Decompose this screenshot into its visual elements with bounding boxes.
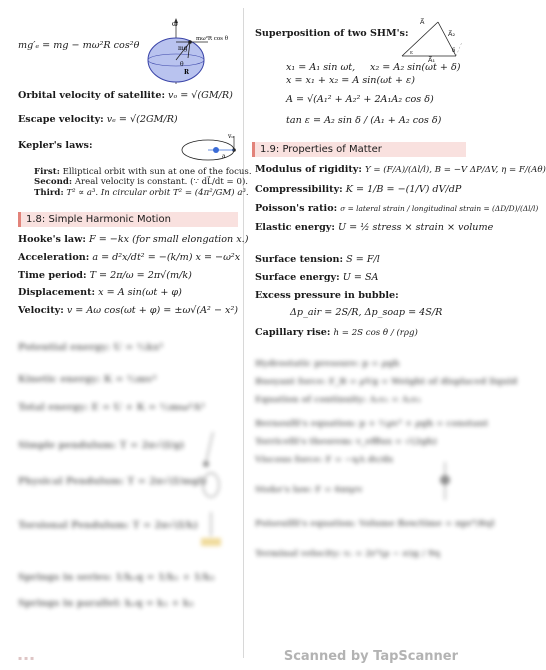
mg-label: mg [178,45,188,52]
kepler-third-text: T² ∝ a³. In circular orbit T² = (4π²/GM) a³. [66,188,249,198]
capillary-label: Capillary rise: [255,327,331,338]
earth-rotation-diagram [140,14,240,84]
footer-note: ▪ ▪ ▪ [18,655,35,662]
rigidity-row [255,164,546,176]
blurred-physical-pendulum: Physical Pendulum: T = 2π√(I/mgl) [18,476,207,487]
blurred-torricelli: Torricelli's theorem: v_efflux = √(2gh) [255,437,438,447]
orbit-ellipse-diagram [180,130,240,164]
phasor-A2-label: A⃗₂ [448,30,456,38]
displacement-row [18,287,182,299]
radius-label: R [184,69,189,76]
blurred-hydrostatic: Hydrostatic pressure: p = ρgh [255,359,400,369]
theta-label: θ [180,61,184,68]
blurred-physical-pendulum-icon [196,470,226,500]
blurred-total-energy: Total energy: E = U + K = ½mω²A² [18,402,205,413]
eq-tan-epsilon: tan ε = A₂ sin δ / (A₁ + A₂ cos δ) [286,115,442,126]
blurred-torsional-pendulum: Torsional Pendulum: T = 2π√(I/k) [18,520,199,531]
blurred-sphere-icon [430,460,460,504]
poisson-row [255,203,538,215]
phasor-A-label: A⃗ [420,18,425,26]
kepler-second-label: Second: [34,177,73,187]
kepler-title: Kepler's laws: [18,140,93,151]
kepler-first-label: First: [34,167,60,177]
elastic-energy-formula: U = ½ stress × strain × volume [337,222,494,233]
blurred-stokes: Stoke's law: F = 6πηrv [255,485,363,495]
time-period-row [18,270,192,282]
surface-tension-row [255,254,380,266]
poisson-formula: σ = lateral strain / longitudinal strain = (ΔD/D)/(Δl/l) [340,204,539,213]
escape-velocity-row [18,114,178,126]
elastic-energy-label: Elastic energy: [255,222,335,233]
blurred-simple-pendulum: Simple pendulum: T = 2π√(l/g) [18,440,185,451]
acceleration-row [18,252,240,264]
scanner-watermark: Scanned by TapScanner [283,649,458,664]
surface-energy-label: Surface energy: [255,272,340,283]
excess-pressure-formula: Δp_air = 2S/R, Δp_soap = 4S/R [290,307,443,318]
blurred-viscous: Viscous force: F = −ηA dv/dx [255,455,394,465]
velocity-label: Velocity: [18,305,64,316]
escape-velocity-formula: vₑ = √(2GM/R) [106,114,178,125]
surface-tension-formula: S = F/l [346,254,380,265]
orbital-velocity-formula: vₒ = √(GM/R) [168,90,233,101]
excess-pressure-label: Excess pressure in bubble: [255,290,399,301]
eq-amplitude: A = √(A₁² + A₂² + 2A₁A₂ cos δ) [286,94,434,105]
phasor-delta-label: δ [452,48,456,54]
kepler-third-label: Third: [34,188,64,198]
column-divider [243,8,244,658]
time-period-label: Time period: [18,270,87,281]
section-heading-shm: 1.8: Simple Harmonic Motion [18,212,238,227]
kepler-third-row [34,187,249,199]
velocity-formula: v = Aω cos(ωt + φ) = ±ω√(A² − x²) [66,305,239,316]
hooke-label: Hooke's law: [18,234,86,245]
phasor-eps-label: ε [410,50,413,56]
effective-gravity-formula: mg′ₑ = mg − mω²R cos²θ [18,40,140,51]
orbit-v0-label: vₒ [228,133,234,140]
hooke-row [18,234,248,246]
elastic-energy-row [255,222,493,234]
centripetal-label: mω²R cos θ [196,36,229,42]
superposition-title: Superposition of two SHM's: [255,28,409,39]
escape-velocity-label: Escape velocity: [18,114,104,125]
rigidity-formula: Y = (F/A)/(Δl/l), B = −V ΔP/ΔV, η = F/(Aθ) [364,165,546,175]
phasor-A1-label: A⃗₁ [428,56,436,64]
poisson-label: Poisson's ratio: [255,203,338,214]
blurred-potential-energy: Potential energy: U = ½kx² [18,342,164,353]
velocity-row [18,305,238,317]
blurred-pendulum-icon [196,430,230,470]
kepler-first-text: Elliptical orbit with sun at one of the focus. [62,167,252,177]
orbital-velocity-row [18,90,233,102]
blurred-bernoulli: Bernoulli's equation: p + ½ρv² + ρgh = constant [255,419,489,429]
displacement-formula: x = A sin(ωt + φ) [98,287,182,298]
orbital-velocity-label: Orbital velocity of satellite: [18,90,165,101]
omega-label: ω [172,20,178,28]
blurred-springs-series: Springs in series: 1/kₑq = 1/k₁ + 1/k₂ [18,572,215,583]
surface-energy-formula: U = SA [342,272,379,283]
blurred-torsion-icon [196,510,226,550]
blurred-buoyant: Buoyant force: F_B = ρVg = Weight of displaced liquid [255,377,518,387]
acceleration-label: Acceleration: [18,252,90,263]
eq-x-sum: x = x₁ + x₂ = A sin(ωt + ε) [286,75,415,86]
kepler-second-text: Areal velocity is constant. (∵ dL⃗/dt = 0). [74,177,249,187]
hooke-formula: F = −kx (for small elongation x.) [89,234,249,245]
eq-x2: x₂ = A₂ sin(ωt + δ) [370,62,461,73]
surface-tension-label: Surface tension: [255,254,344,265]
acceleration-formula: a = d²x/dt² = −(k/m) x = −ω²x [92,252,241,263]
blurred-poiseuille: Poiseuilli's equation: Volume flow/time = πpr⁴/8ηl [255,519,495,529]
compressibility-row [255,184,461,196]
orbit-a-label: a [222,153,226,160]
capillary-row [255,327,418,339]
section-heading-matter: 1.9: Properties of Matter [252,142,466,157]
rigidity-label: Modulus of rigidity: [255,164,362,175]
capillary-formula: h = 2S cos θ / (rρg) [333,328,418,338]
blurred-kinetic-energy: Kinetic energy: K = ½mv² [18,374,157,385]
displacement-label: Displacement: [18,287,96,298]
eq-x1: x₁ = A₁ sin ωt, [286,62,356,73]
phasor-diagram [398,12,466,62]
blurred-terminal-velocity: Terminal velocity: vₜ = 2r²(ρ − σ)g / 9η [255,549,441,559]
compressibility-label: Compressibility: [255,184,343,195]
blurred-continuity: Equation of continuity: A₁v₁ = A₂v₂ [255,395,421,405]
compressibility-formula: K = 1/B = −(1/V) dV/dP [345,184,462,195]
surface-energy-row [255,272,378,284]
blurred-springs-parallel: Springs in parallel: kₑq = k₁ + k₂ [18,598,194,609]
time-period-formula: T = 2π/ω = 2π√(m/k) [89,270,192,281]
